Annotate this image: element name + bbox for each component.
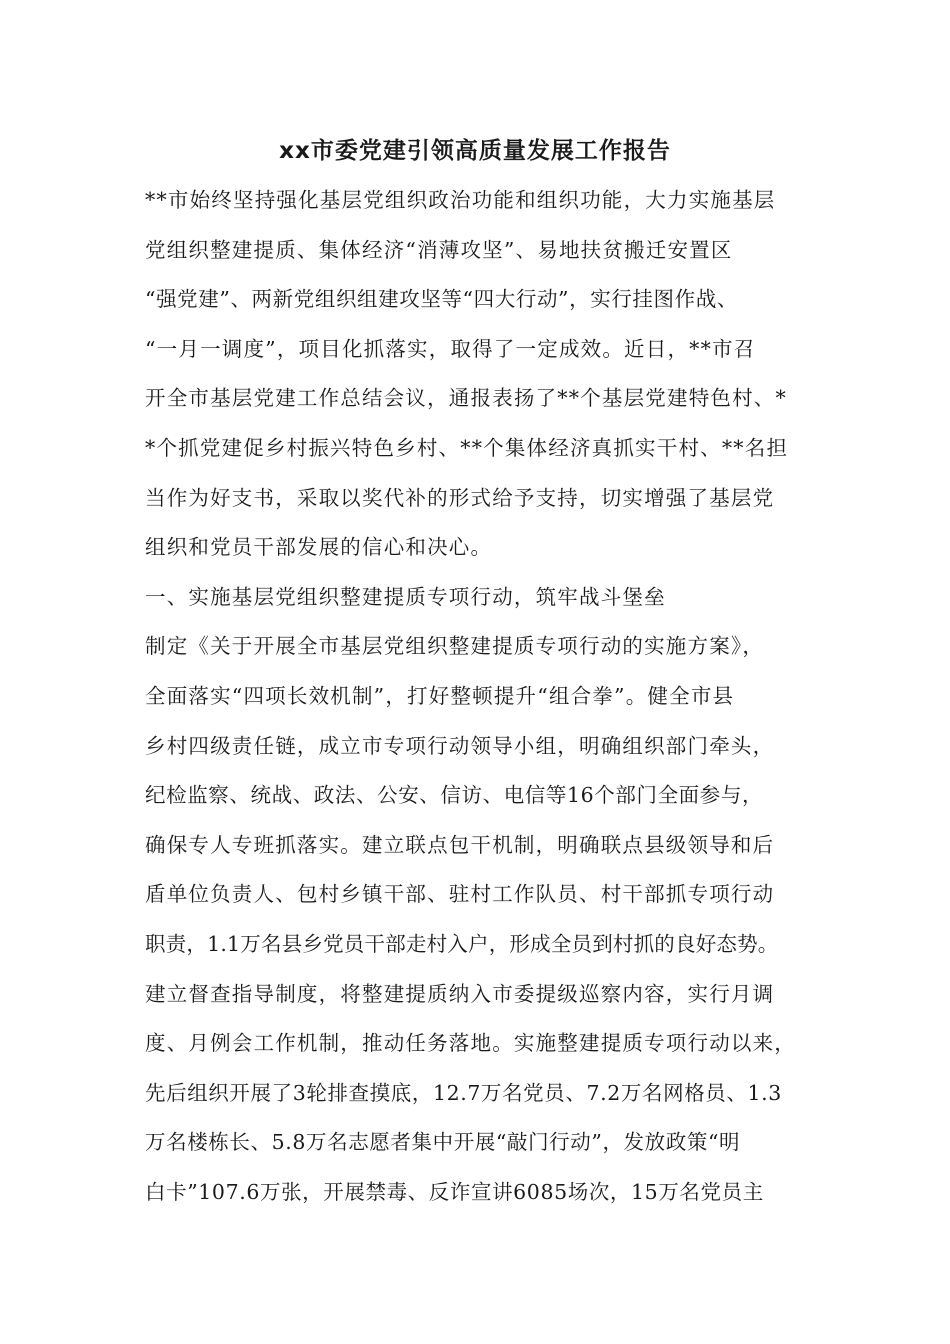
body-line: 开全市基层党建工作总结会议，通报表扬了**个基层党建特色村、* (145, 386, 787, 411)
body-line: 职责，1.1万名县乡党员干部走村入户，形成全员到村抓的良好态势。 (145, 931, 779, 956)
body-line: 纪检监察、统战、政法、公安、信访、电信等16个部门全面参与， (145, 783, 764, 808)
body-line: 盾单位负责人、包村乡镇干部、驻村工作队员、村干部抓专项行动 (145, 882, 775, 907)
body-line: 乡村四级责任链，成立市专项行动领导小组，明确组织部门牵头， (145, 733, 775, 758)
document-title: xx市委党建引领高质量发展工作报告 (279, 138, 671, 164)
document-body (145, 178, 835, 1219)
body-line: 先后组织开展了3轮排查摸底，12.7万名党员、7.2万名网格员、1.3 (145, 1080, 782, 1105)
body-line: *个抓党建促乡村振兴特色乡村、**个集体经济真抓实干村、**名担 (145, 435, 789, 460)
body-line: 万名楼栋长、5.8万名志愿者集中开展“敲门行动”，发放政策“明 (145, 1130, 741, 1155)
section-heading: 一、实施基层党组织整建提质专项行动，筑牢战斗堡垒 (145, 584, 666, 609)
body-line: “强党建”、两新党组织组建攻坚等“四大行动”，实行挂图作战、 (145, 287, 738, 312)
body-line: 确保专人专班抓落实。建立联点包干机制，明确联点县级领导和后 (145, 832, 775, 857)
body-line: 当作为好支书，采取以奖代补的形式给予支持，切实增强了基层党 (145, 485, 775, 510)
body-line: 白卡”107.6万张，开展禁毒、反诈宣讲6085场次，15万名党员主 (145, 1179, 764, 1204)
body-line: 党组织整建提质、集体经济“消薄攻坚”、易地扶贫搬迁安置区 (145, 237, 733, 262)
body-line: 建立督查指导制度，将整建提质纳入市委提级巡察内容，实行月调 (145, 981, 775, 1006)
body-line: 全面落实“四项长效机制”，打好整顿提升“组合拳”。健全市县 (145, 683, 735, 708)
body-line: **市始终坚持强化基层党组织政治功能和组织功能，大力实施基层 (145, 188, 776, 212)
body-line: 度、月例会工作机制，推动任务落地。实施整建提质专项行动以来， (145, 1031, 796, 1056)
body-line: 制定《关于开展全市基层党组织整建提质专项行动的实施方案》， (145, 634, 765, 659)
body-line: 组织和党员干部发展的信心和决心。 (145, 535, 493, 560)
body-line: “一月一调度”，项目化抓落实，取得了一定成效。近日，**市召 (145, 336, 756, 361)
